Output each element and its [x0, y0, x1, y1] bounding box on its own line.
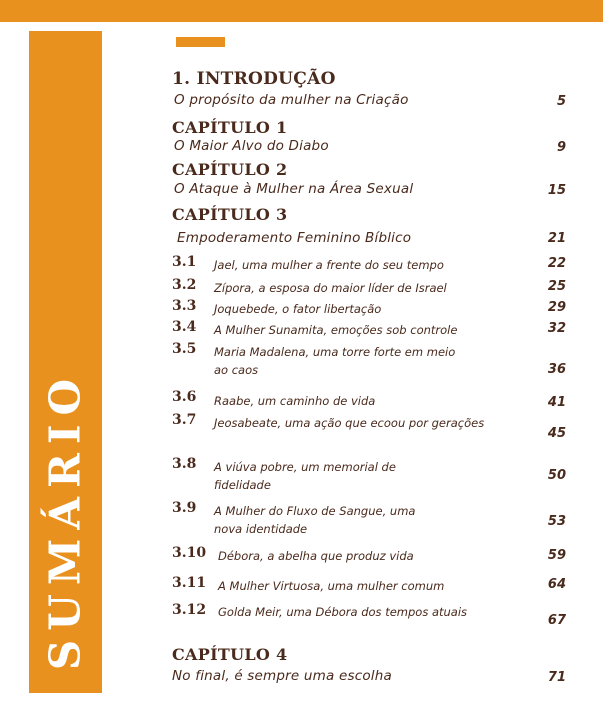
toc-intro-page: 5	[556, 94, 566, 109]
toc-item-page: 45	[547, 426, 566, 441]
toc-item-title: Maria Madalena, uma torre forte em meio ao caos	[214, 345, 456, 377]
toc-cap3-page: 21	[547, 231, 566, 246]
toc-cap1-heading: CAPÍTULO 1	[172, 118, 288, 137]
toc-item-page: 53	[547, 514, 566, 529]
toc-item-title: A Mulher Sunamita, emoções sob controle	[214, 323, 458, 337]
toc-item-number: 3.9	[172, 500, 197, 516]
toc-item-title: Jael, uma mulher a frente do seu tempo	[214, 258, 444, 272]
toc-item-number: 3.6	[172, 389, 197, 405]
toc-item-title: A Mulher Virtuosa, uma mulher comum	[218, 579, 445, 593]
toc-item-number: 3.2	[172, 277, 197, 293]
toc-cap1-subtitle: O Maior Alvo do Diabo	[174, 138, 329, 154]
toc-item-number: 3.11	[172, 575, 207, 591]
toc-cap2-heading: CAPÍTULO 2	[172, 160, 288, 179]
toc-item-number: 3.7	[172, 412, 197, 428]
toc-item-page: 50	[547, 468, 566, 483]
toc-item-page: 29	[547, 300, 566, 315]
sidebar-title: SUMÁRIO	[40, 369, 90, 671]
toc-item-title: Raabe, um caminho de vida	[214, 394, 376, 408]
toc-item-page: 22	[547, 256, 566, 271]
toc-item-title: A Mulher do Fluxo de Sangue, uma nova identidade	[214, 504, 416, 536]
toc-item-number: 3.1	[172, 254, 197, 270]
toc-item-title: Jeosabeate, uma ação que ecoou por gerações	[214, 416, 485, 430]
toc-intro-subtitle: O propósito da mulher na Criação	[174, 92, 409, 108]
toc-item-title: Débora, a abelha que produz vida	[218, 549, 414, 563]
toc-item-number: 3.12	[172, 602, 207, 618]
accent-rule	[176, 37, 225, 47]
toc-item-page: 67	[547, 613, 566, 628]
toc-cap2-subtitle: O Ataque à Mulher na Área Sexual	[174, 181, 414, 197]
toc-item-page: 36	[547, 362, 566, 377]
toc-item-title: Golda Meir, uma Débora dos tempos atuais	[218, 605, 468, 619]
toc-cap4-page: 71	[547, 670, 566, 685]
toc-item-page: 25	[547, 279, 566, 294]
toc-item-page: 64	[547, 577, 566, 592]
toc-intro-heading: 1. INTRODUÇÃO	[172, 69, 336, 89]
toc-item-number: 3.4	[172, 319, 197, 335]
toc-cap3-heading: CAPÍTULO 3	[172, 205, 288, 224]
toc-cap4-heading: CAPÍTULO 4	[172, 645, 288, 664]
toc-cap3-subtitle: Empoderamento Feminino Bíblico	[177, 230, 412, 246]
toc-item-number: 3.10	[172, 545, 207, 561]
toc-item-number: 3.3	[172, 298, 197, 314]
top-accent-bar	[0, 0, 603, 22]
toc-cap4-subtitle: No final, é sempre uma escolha	[172, 668, 392, 684]
toc-item-page: 32	[547, 321, 566, 336]
toc-item-title: A viúva pobre, um memorial de fidelidade	[214, 460, 396, 492]
toc-item-number: 3.5	[172, 341, 197, 357]
toc-item-title: Joquebede, o fator libertação	[214, 302, 382, 316]
toc-cap2-page: 15	[547, 183, 566, 198]
toc-cap1-page: 9	[556, 140, 566, 155]
toc-item-number: 3.8	[172, 456, 197, 472]
toc-item-title: Zípora, a esposa do maior líder de Israel	[214, 281, 447, 295]
toc-item-page: 41	[547, 395, 566, 410]
toc-item-page: 59	[547, 548, 566, 563]
